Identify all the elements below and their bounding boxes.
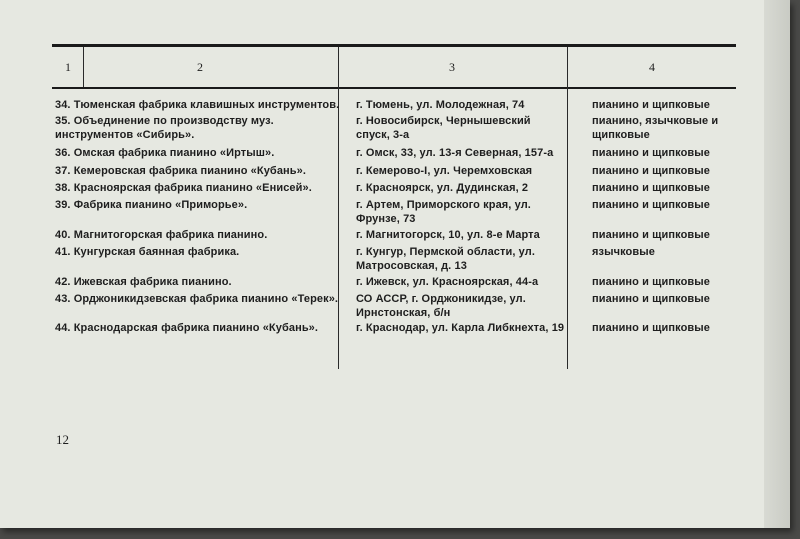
column-divider bbox=[83, 47, 84, 87]
row-40-type: пианино и щипковые bbox=[592, 229, 711, 241]
row-38-address: г. Красноярск, ул. Дудинская, 2 bbox=[356, 182, 529, 194]
row-37-address: г. Кемерово-I, ул. Черемховская bbox=[356, 165, 533, 177]
row-41-type: язычковые bbox=[592, 246, 655, 258]
header-col-3: 3 bbox=[449, 60, 455, 74]
page-number: 12 bbox=[56, 432, 69, 447]
row-37-name: 37. Кемеровская фабрика пианино «Кубань». bbox=[55, 165, 307, 177]
column-divider bbox=[567, 47, 568, 369]
row-41-address: г. Кунгур, Пермской области, ул. Матросовская, д. 13 bbox=[356, 246, 536, 272]
row-38-type: пианино и щипковые bbox=[592, 182, 711, 194]
table-top-rule bbox=[52, 44, 736, 47]
row-44-type: пианино и щипковые bbox=[592, 322, 711, 334]
row-39-address: г. Артем, Приморского края, ул. Фрунзе, 73 bbox=[356, 199, 531, 225]
row-43-type: пианино и щипковые bbox=[592, 293, 711, 305]
row-43-name: 43. Орджоникидзевская фабрика пианино «Терек». bbox=[55, 293, 339, 305]
row-36-name: 36. Омская фабрика пианино «Иртыш». bbox=[55, 147, 275, 159]
row-36-type: пианино и щипковые bbox=[592, 147, 711, 159]
row-36-address: г. Омск, 33, ул. 13-я Северная, 157-а bbox=[356, 147, 554, 159]
row-40-name: 40. Магнитогорская фабрика пианино. bbox=[55, 229, 268, 241]
row-42-type: пианино и щипковые bbox=[592, 276, 711, 288]
row-34-name: 34. Тюменская фабрика клавишных инструментов. bbox=[55, 99, 340, 111]
row-39-name: 39. Фабрика пианино «Приморье». bbox=[55, 199, 248, 211]
row-35-address: г. Новосибирск, Чернышевский спуск, 3-а bbox=[356, 115, 531, 141]
page-edge bbox=[764, 0, 790, 528]
header-col-2: 2 bbox=[197, 60, 203, 74]
row-41-name: 41. Кунгурская баянная фабрика. bbox=[55, 246, 240, 258]
row-37-type: пианино и щипковые bbox=[592, 165, 711, 177]
row-42-address: г. Ижевск, ул. Красноярская, 44-а bbox=[356, 276, 539, 288]
row-35-type: пианино, язычковые и щипковые bbox=[592, 115, 719, 141]
row-40-address: г. Магнитогорск, 10, ул. 8-е Марта bbox=[356, 229, 540, 241]
header-col-4: 4 bbox=[649, 60, 655, 74]
header-col-1: 1 bbox=[65, 60, 71, 74]
row-44-name: 44. Краснодарская фабрика пианино «Кубань». bbox=[55, 322, 319, 334]
table-header-rule bbox=[52, 87, 736, 89]
row-39-type: пианино и щипковые bbox=[592, 199, 711, 211]
row-44-address: г. Краснодар, ул. Карла Либкнехта, 19 bbox=[356, 322, 565, 334]
row-38-name: 38. Красноярская фабрика пианино «Енисей». bbox=[55, 182, 312, 194]
row-34-address: г. Тюмень, ул. Молодежная, 74 bbox=[356, 99, 525, 111]
row-35-name: 35. Объединение по производству муз. инструментов «Сибирь». bbox=[55, 115, 274, 141]
row-43-address: СО АССР, г. Орджоникидзе, ул. Ирнстонская, б/н bbox=[356, 293, 526, 319]
row-42-name: 42. Ижевская фабрика пианино. bbox=[55, 276, 232, 288]
row-34-type: пианино и щипковые bbox=[592, 99, 711, 111]
